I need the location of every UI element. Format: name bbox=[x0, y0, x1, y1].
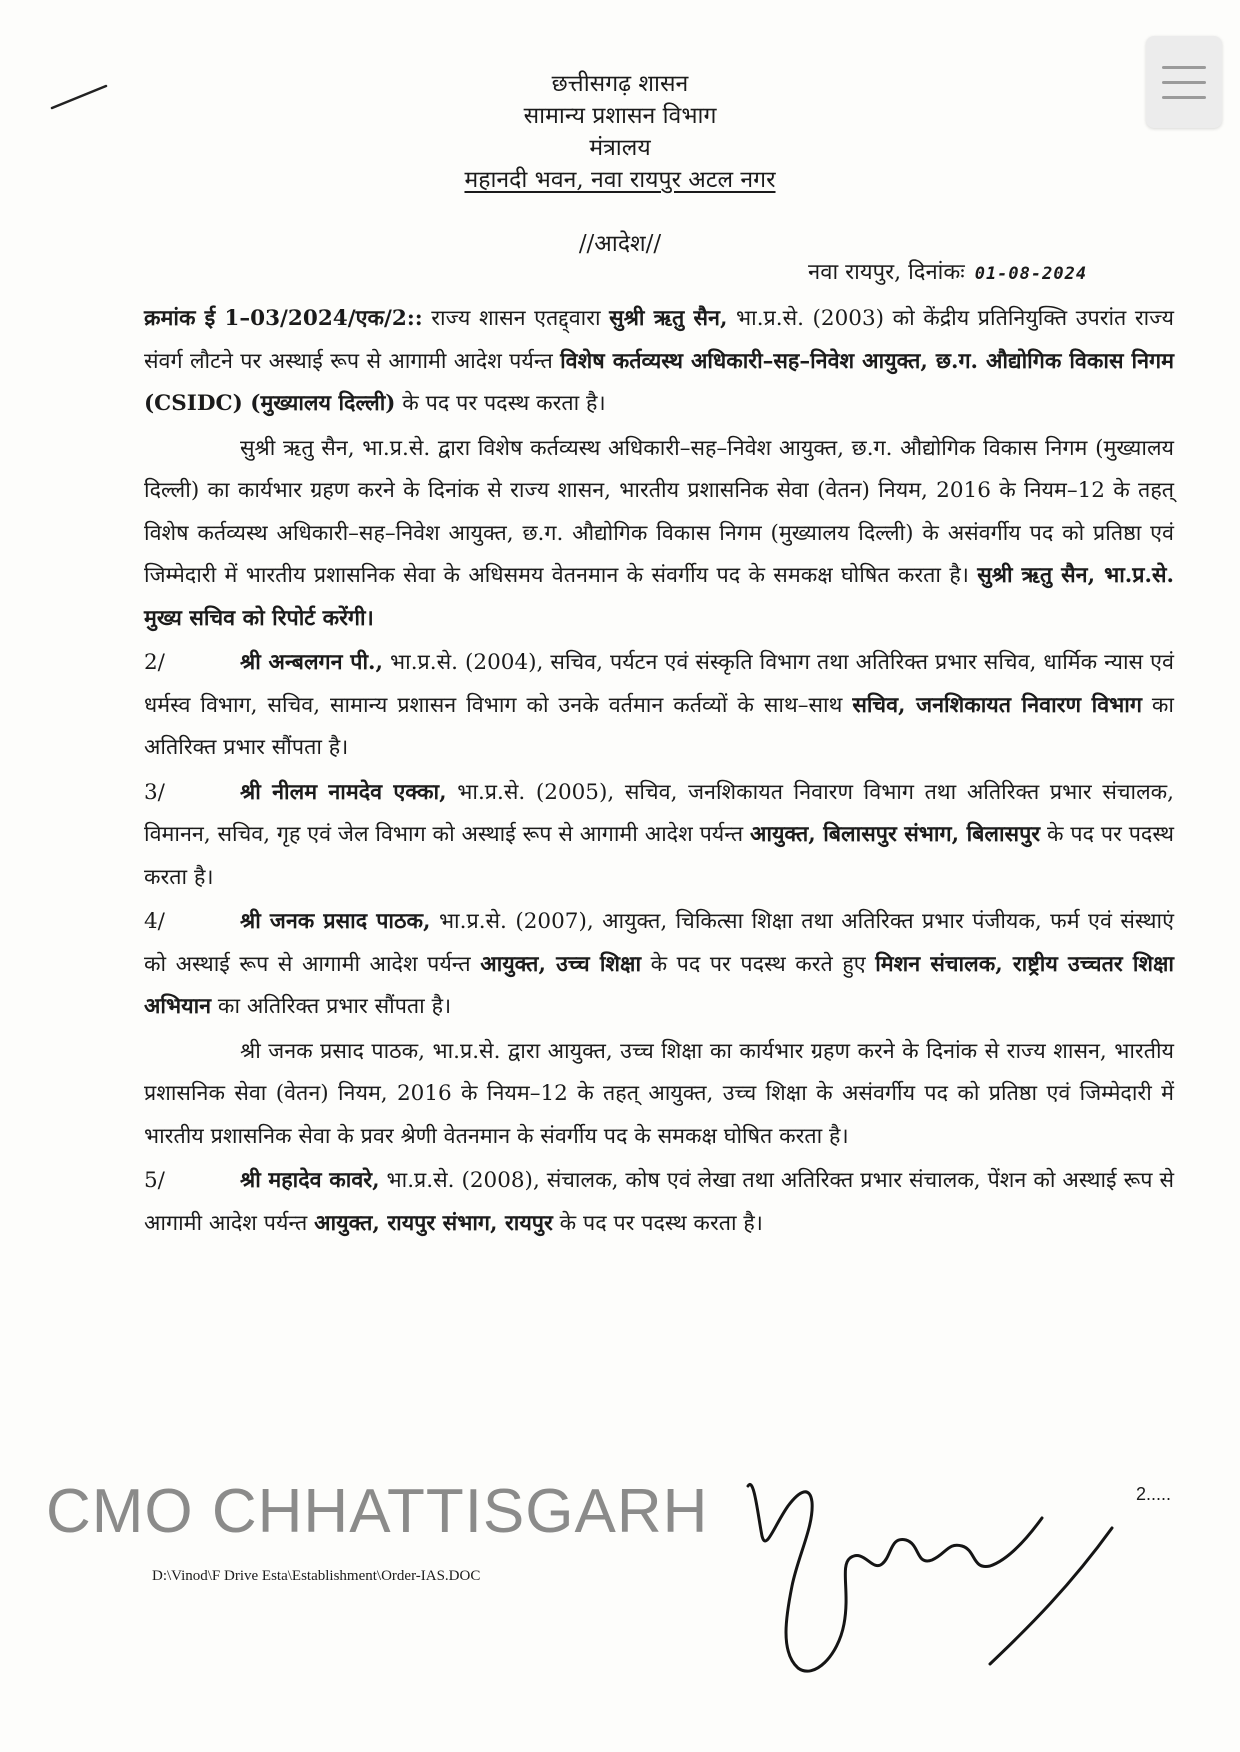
date-label: नवा रायपुर, दिनांकः bbox=[808, 260, 965, 285]
officer-name: श्री महादेव कावरे, bbox=[240, 1168, 380, 1193]
menu-bar bbox=[1162, 96, 1206, 99]
paragraph-4 bbox=[144, 901, 1174, 1029]
officer-name: सुश्री ऋतु सैन, bbox=[609, 306, 728, 331]
paragraph-text: के पद पर पदस्थ करता है। bbox=[144, 822, 1174, 890]
paragraph-text: भा.प्र.से. (2004), सचिव, पर्यटन एवं संस्कृति विभाग तथा अतिरिक्त प्रभार सचिव, धार्मिक न्यास एवं धर्मस्व विभाग, सचिव, सामान्य प्रशासन विभाग को उनके वर्तमान कर्तव्यों के साथ–साथ bbox=[144, 650, 1174, 718]
watermark: CMO CHHATTISGARH bbox=[46, 1477, 709, 1546]
paragraph-text: का अतिरिक्त प्रभार सौंपता है। bbox=[144, 692, 1174, 760]
paragraph-1b bbox=[144, 428, 1174, 641]
menu-bar bbox=[1162, 81, 1206, 84]
officer-name: श्री नीलम नामदेव एक्का, bbox=[240, 779, 447, 805]
additional-charge-title: मिशन संचालक, राष्ट्रीय उच्चतर शिक्षा अभियान bbox=[144, 951, 1175, 1019]
paragraph-text: के पद पर पदस्थ करते हुए bbox=[641, 951, 876, 977]
posting-title: आयुक्त, उच्च शिक्षा bbox=[480, 951, 642, 977]
government-name: छत्तीसगढ़ शासन bbox=[551, 71, 689, 97]
order-reference: क्रमांक ई 1–03/2024/एक/2:: bbox=[144, 306, 423, 331]
paragraph-number: 3/ bbox=[144, 779, 165, 805]
paragraph-5 bbox=[144, 1160, 1174, 1245]
paragraph-text: का अतिरिक्त प्रभार सौंपता है। bbox=[211, 994, 452, 1019]
paragraph-2 bbox=[144, 642, 1174, 770]
letterhead bbox=[340, 68, 900, 196]
paragraph-1 bbox=[144, 298, 1174, 426]
date-value: 01-08-2024 bbox=[974, 264, 1088, 284]
posting-title: सचिव, जनशिकायत निवारण विभाग bbox=[852, 692, 1142, 718]
paragraph-text: भा.प्र.से. (2003) को केंद्रीय प्रतिनियुक्ति उपरांत राज्य संवर्ग लौटने पर अस्थाई रूप से आगामी आदेश पर्यन्त bbox=[144, 306, 1175, 374]
next-page-indicator: 2..... bbox=[1136, 1484, 1172, 1504]
paragraph-number: 4/ bbox=[144, 909, 165, 934]
paragraph-text: के पद पर पदस्थ करता है। bbox=[395, 391, 606, 416]
paragraph-text: के पद पर पदस्थ करता है। bbox=[552, 1210, 763, 1236]
paragraph-4b bbox=[144, 1031, 1174, 1159]
paragraph-text: श्री जनक प्रसाद पाठक, भा.प्र.से. द्वारा आयुक्त, उच्च शिक्षा का कार्यभार ग्रहण करने के दिनांक से राज्य शासन, भारतीय प्रशासनिक सेवा (वेतन) नियम, 2016 के नियम–12 के तहत् आयुक्त, उच्च शिक्षा के असंवर्गीय पद को प्रतिष्ठा एवं जिम्मेदारी में भारतीय प्रशासनिक सेवा के प्रवर श्रेणी वेतनमान के संवर्गीय पद के समकक्ष घोषित करता है। bbox=[144, 1038, 1174, 1149]
posting-title: आयुक्त, रायपुर संभाग, रायपुर bbox=[314, 1210, 553, 1236]
posting-title: आयुक्त, बिलासपुर संभाग, बिलासपुर bbox=[749, 822, 1041, 847]
paragraph-text: भा.प्र.से. (2007), आयुक्त, चिकित्सा शिक्षा तथा अतिरिक्त प्रभार पंजीयक, फर्म एवं संस्थाएं को अस्थाई रूप से आगामी आदेश पर्यन्त bbox=[144, 909, 1175, 977]
paragraph-text: भा.प्र.से. (2005), सचिव, जनशिकायत निवारण विभाग तथा अतिरिक्त प्रभार संचालक, विमानन, सचिव, गृह एवं जेल विभाग को अस्थाई रूप से आगामी आदेश पर्यन्त bbox=[144, 779, 1174, 847]
paragraph-number: 2/ bbox=[144, 650, 165, 675]
order-title: //आदेश// bbox=[578, 231, 662, 257]
office-name: मंत्रालय bbox=[589, 135, 651, 161]
date-line bbox=[808, 256, 1087, 286]
officer-name: श्री जनक प्रसाद पाठक, bbox=[240, 909, 431, 934]
department-name: सामान्य प्रशासन विभाग bbox=[523, 103, 717, 129]
hamburger-menu-icon[interactable] bbox=[1146, 36, 1222, 128]
paragraph-text: भा.प्र.से. (2008), संचालक, कोष एवं लेखा तथा अतिरिक्त प्रभार संचालक, पेंशन को अस्थाई रूप से आगामी आदेश पर्यन्त bbox=[144, 1168, 1174, 1236]
officer-name: श्री अन्बलगन पी., bbox=[240, 650, 383, 675]
signature bbox=[740, 1456, 1140, 1696]
paragraph-text: सुश्री ऋतु सैन, भा.प्र.से. द्वारा विशेष कर्तव्यस्थ अधिकारी–सह–निवेश आयुक्त, छ.ग. औद्योगिक विकास निगम (मुख्यालय दिल्ली) का कार्यभार ग्रहण करने के दिनांक से राज्य शासन, भारतीय प्रशासनिक सेवा (वेतन) नियम, 2016 के नियम–12 के तहत् विशेष कर्तव्यस्थ अधिकारी–सह–निवेश आयुक्त, छ.ग. औद्योगिक विकास निगम (मुख्यालय दिल्ली) के असंवर्गीय पद को प्रतिष्ठा एवं जिम्मेदारी में भारतीय प्रशासनिक सेवा के अधिसमय वेतनमान के संवर्गीय पद के समकक्ष घोषित करता है। bbox=[144, 435, 1174, 588]
menu-bar bbox=[1162, 66, 1206, 69]
order-body bbox=[144, 298, 1174, 1247]
paragraph-number: 5/ bbox=[144, 1168, 165, 1193]
pen-stroke-mark bbox=[50, 82, 108, 112]
paragraph-text: राज्य शासन एतद्द्वारा bbox=[422, 306, 610, 331]
file-path: D:\Vinod\F Drive Esta\Establishment\Order-IAS.DOC bbox=[152, 1568, 481, 1584]
posting-title: विशेष कर्तव्यस्थ अधिकारी–सह–निवेश आयुक्त, छ.ग. औद्योगिक विकास निगम (CSIDC) (मुख्यालय दिल्ली) bbox=[144, 348, 1174, 416]
paragraph-3 bbox=[144, 772, 1174, 900]
reporting-note: सुश्री ऋतु सैन, भा.प्र.से. मुख्य सचिव को रिपोर्ट करेंगी। bbox=[144, 563, 1174, 631]
office-address: महानदी भवन, नवा रायपुर अटल नगर bbox=[464, 167, 776, 193]
